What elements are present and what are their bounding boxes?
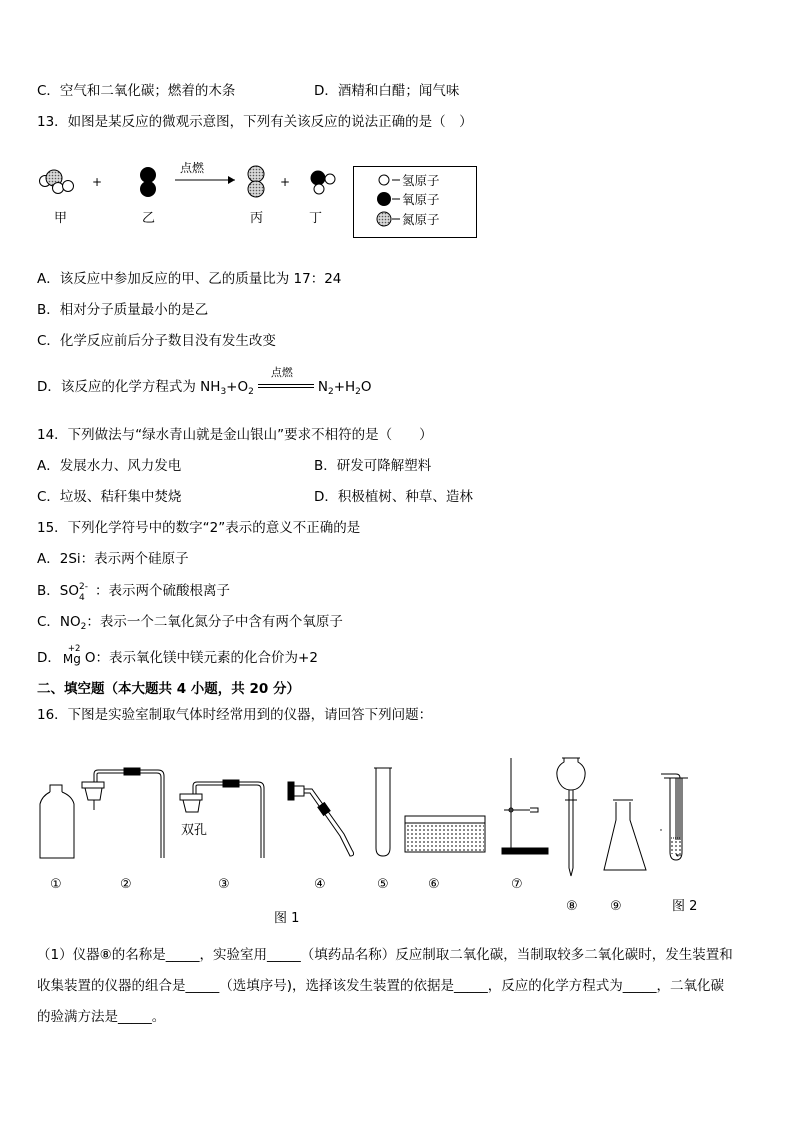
label-ding: 丁 [309,211,323,226]
question-15-stem: 15．下列化学符号中的数字“2”表示的意义不正确的是 [37,520,361,536]
legend-hydrogen: 氢原子 [402,173,440,188]
hydrogen-atom-icon [379,175,389,185]
figure-2-caption: 图 2 [672,899,698,914]
apparatus-number-6: ⑥ [428,877,440,892]
apparatus-number-3: ③ [218,877,230,892]
single-hole-stopper-tube-icon [82,768,164,858]
q15-option-b: B．SO 2- 4 ：表示两个硫酸根离子 [37,582,230,603]
plus-sign-2: + [280,175,291,189]
molecule-bing [248,166,264,197]
label-yi: 乙 [142,211,156,226]
apparatus-number-5: ⑤ [377,877,389,892]
q14-option-c: C．垃圾、秸秆集中焚烧 [37,489,182,505]
atom-legend [353,166,477,238]
apparatus-figure [30,748,720,928]
q15-option-a: A．2Si：表示两个硅原子 [37,551,189,567]
water-trough-icon [405,816,485,852]
apparatus-number-8: ⑧ [566,899,578,914]
test-tube-icon [374,768,392,856]
figure-2-tube-icon [661,774,688,860]
plus-sign-1: + [92,175,103,189]
oxygen-atom-icon [377,192,391,206]
apparatus-number-9: ⑨ [610,899,622,914]
q14-option-d: D．积极植树、种草、造林 [314,489,473,505]
molecule-ding [311,171,336,195]
q13-option-b: B．相对分子质量最小的是乙 [37,302,209,318]
magnesium-valence: +2 Mg [62,644,81,666]
option-d: D．酒精和白醋；闻气味 [314,83,460,99]
legend-nitrogen: 氮原子 [402,212,440,227]
label-bing: 丙 [250,211,264,226]
molecule-jia [40,170,74,194]
q16-part1-line1: （1）仪器⑧的名称是_____，实验室用_____（填药品名称）反应制取二氧化碳，当制取较多二氧化碳时，发生装置和 [37,947,733,963]
legend-oxygen: 氧原子 [402,192,440,207]
iron-stand-icon [502,758,548,854]
q15-option-c: C．$NO_2$：表示一个二氧化氮分子中含有两个氧原子 [37,614,343,632]
question-16-stem: 16．下图是实验室制取气体时经常用到的仪器，请回答下列问题： [37,707,433,723]
option-c: C．空气和二氧化碳；燃着的木条 [37,83,236,99]
q15-option-d: D． +2 Mg O：表示氧化镁中镁元素的化合价为+2 [37,644,318,666]
q16-part1-line2: 收集装置的仪器的组合是_____（选填序号)，选择该发生装置的依据是_____，反应的化学方程式为_____，二氧化碳 [37,978,725,994]
apparatus-number-7: ⑦ [511,877,523,892]
q14-option-a: A．发展水力、风力发电 [37,458,182,474]
question-14-stem: 14．下列做法与“绿水青山就是金山银山”要求不相符的是（ ） [37,427,433,443]
gas-collecting-bottle-icon [40,785,74,858]
figure-1-caption: 图 1 [274,911,300,926]
q14-option-b: B．研发可降解塑料 [314,458,432,474]
reaction-diagram [30,150,350,230]
question-13-stem: 13．如图是某反应的微观示意图，下列有关该反应的说法正确的是（ ） [37,114,473,130]
molecule-yi [140,167,156,197]
arrow-condition: 点燃 [180,161,205,175]
apparatus-number-1: ① [50,877,62,892]
nitrogen-atom-icon [377,212,391,226]
angled-tube-icon [288,782,354,856]
double-hole-stopper-tube-icon [180,780,264,858]
q13-option-d: D．该反应的化学方程式为 $NH_3+O_2$ 点燃 $N_2+H_2O$ [37,366,372,397]
q13-option-a: A．该反应中参加反应的甲、乙的质量比为 17：24 [37,271,342,287]
q16-part1-line3: 的验满方法是_____。 [37,1009,166,1025]
conical-flask-icon [604,800,646,870]
apparatus-number-4: ④ [314,877,326,892]
label-jia: 甲 [54,211,68,226]
separatory-funnel-icon [557,758,585,876]
double-hole-label: 双孔 [181,823,208,838]
apparatus-number-2: ② [120,877,132,892]
section-2-heading: 二、填空题（本大题共 4 小题，共 20 分） [37,681,300,697]
q13-option-c: C．化学反应前后分子数目没有发生改变 [37,333,276,349]
reaction-condition-arrow: 点燃 [254,378,318,396]
